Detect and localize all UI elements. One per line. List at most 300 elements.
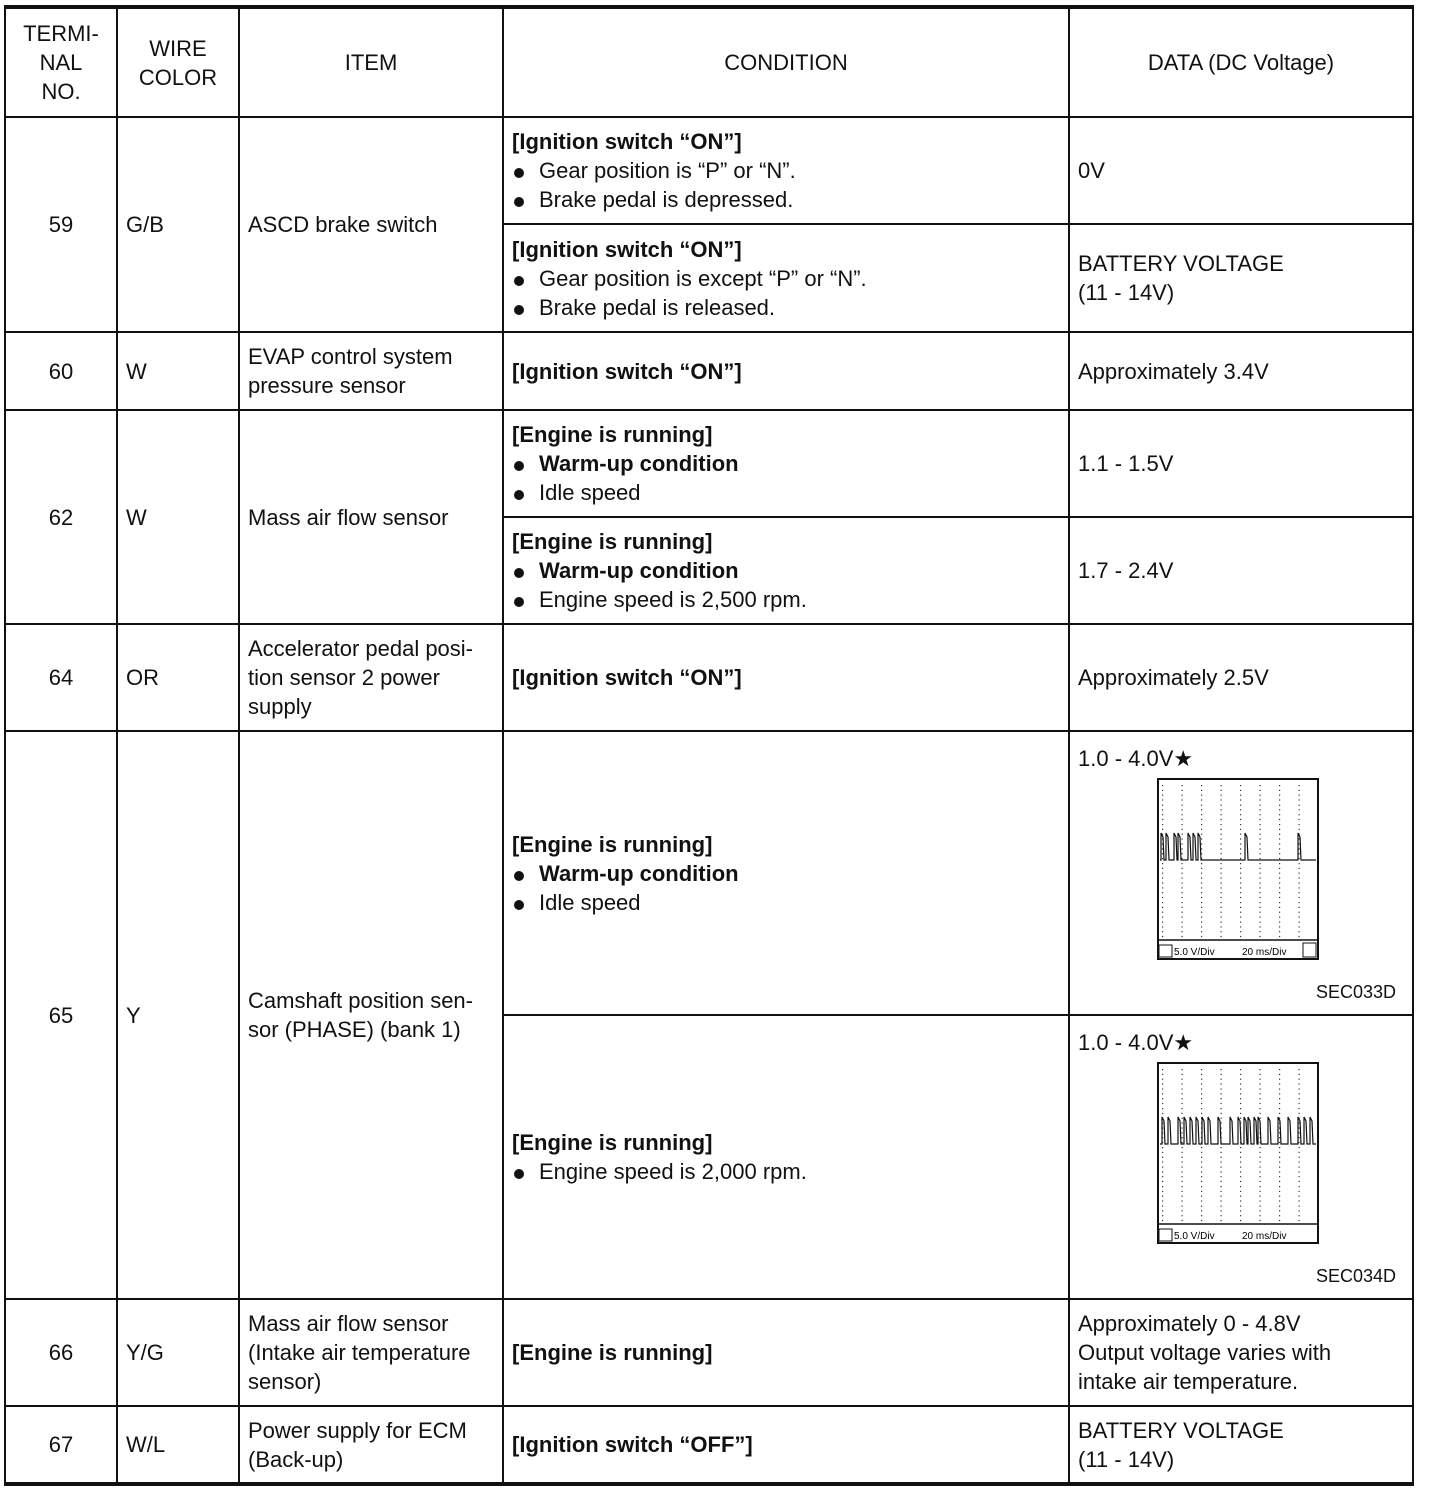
scope-grid-dot	[1260, 868, 1261, 869]
condition-heading: [Ignition switch “ON”]	[512, 129, 742, 154]
scope-grid-dot	[1279, 1167, 1280, 1168]
scope-grid-dot	[1182, 1181, 1183, 1182]
condition-cell	[503, 1299, 1069, 1406]
scope-grid-dot	[1182, 785, 1183, 786]
scope-grid-dot	[1299, 1167, 1300, 1168]
scope-grid-dot	[1201, 1113, 1202, 1114]
scope-grid-dot	[1240, 1220, 1241, 1221]
scope-grid-dot	[1182, 814, 1183, 815]
scope-grid-dot	[1240, 790, 1241, 791]
scope-grid-dot	[1162, 1220, 1163, 1221]
scope-grid-dot	[1240, 873, 1241, 874]
scope-grid-dot	[1240, 1167, 1241, 1168]
scope-grid-dot	[1162, 1108, 1163, 1109]
scope-grid-dot	[1182, 834, 1183, 835]
scope-grid-dot	[1299, 863, 1300, 864]
scope-grid-dot	[1279, 799, 1280, 800]
scope-grid-dot	[1240, 858, 1241, 859]
scope-grid-dot	[1299, 785, 1300, 786]
scope-trace	[1160, 1117, 1316, 1144]
scope-grid-dot	[1182, 1093, 1183, 1094]
scope-grid-dot	[1279, 1083, 1280, 1084]
item-line: pressure sensor	[248, 373, 406, 398]
scope-grid-dot	[1299, 799, 1300, 800]
scope-grid-dot	[1240, 936, 1241, 937]
item-line: Mass air flow sensor	[248, 1311, 449, 1336]
scope-grid-dot	[1162, 858, 1163, 859]
scope-grid-dot	[1260, 1108, 1261, 1109]
scope-grid-dot	[1240, 1186, 1241, 1187]
scope-grid-dot	[1221, 1069, 1222, 1070]
scope-grid-dot	[1299, 1098, 1300, 1099]
scope-grid-dot	[1162, 1069, 1163, 1070]
scope-grid-dot	[1182, 858, 1183, 859]
scope-grid-dot	[1162, 1206, 1163, 1207]
scope-grid-dot	[1299, 1220, 1300, 1221]
scope-grid-dot	[1240, 795, 1241, 796]
scope-grid-dot	[1221, 887, 1222, 888]
scope-grid-dot	[1299, 883, 1300, 884]
scope-grid-dot	[1279, 912, 1280, 913]
scope-grid-dot	[1260, 1220, 1261, 1221]
scope-grid-dot	[1299, 790, 1300, 791]
scope-grid-dot	[1299, 873, 1300, 874]
scope-grid-dot	[1201, 916, 1202, 917]
scope-grid-dot	[1299, 922, 1300, 923]
scope-grid-dot	[1299, 1089, 1300, 1090]
scope-grid-dot	[1260, 883, 1261, 884]
scope-grid-dot	[1221, 863, 1222, 864]
scope-grid-dot	[1260, 1118, 1261, 1119]
scope-grid-dot	[1221, 936, 1222, 937]
scope-grid-dot	[1240, 1161, 1241, 1162]
scope-grid-dot	[1279, 858, 1280, 859]
item-line: (Back-up)	[248, 1446, 344, 1472]
scope-grid-dot	[1279, 848, 1280, 849]
scope-grid-dot	[1201, 868, 1202, 869]
scope-grid-dot	[1182, 1122, 1183, 1123]
scope-grid	[1162, 785, 1300, 937]
scope-grid-dot	[1201, 1167, 1202, 1168]
scope-grid-dot	[1279, 1210, 1280, 1211]
scope-grid-dot	[1240, 1215, 1241, 1216]
scope-grid-dot	[1221, 1118, 1222, 1119]
scope-grid-dot	[1279, 1108, 1280, 1109]
scope-grid-dot	[1221, 922, 1222, 923]
header-wire-color	[117, 7, 239, 117]
scope-grid-dot	[1201, 922, 1202, 923]
scope-grid-dot	[1279, 902, 1280, 903]
scope-grid-dot	[1162, 1186, 1163, 1187]
scope-grid-dot	[1182, 848, 1183, 849]
scope-grid-dot	[1260, 814, 1261, 815]
scope-grid-dot	[1299, 902, 1300, 903]
scope-grid-dot	[1182, 829, 1183, 830]
scope-grid-dot	[1279, 795, 1280, 796]
wire-color: W/L	[117, 1406, 239, 1484]
table-row	[5, 332, 1413, 410]
scope-grid-dot	[1299, 1152, 1300, 1153]
scope-grid-dot	[1279, 1142, 1280, 1143]
scope-grid-dot	[1182, 790, 1183, 791]
scope-grid-dot	[1299, 795, 1300, 796]
scope-grid-dot	[1201, 1093, 1202, 1094]
scope-grid-dot	[1182, 877, 1183, 878]
scope-grid-dot	[1260, 936, 1261, 937]
scope-grid-dot	[1201, 1206, 1202, 1207]
scope-grid-dot	[1299, 1079, 1300, 1080]
oscilloscope-waveform-2000rpm	[1078, 1059, 1328, 1259]
scope-grid-dot	[1162, 790, 1163, 791]
condition-heading: [Ignition switch “ON”]	[512, 236, 742, 262]
scope-grid-dot	[1221, 829, 1222, 830]
scope-grid-dot	[1162, 926, 1163, 927]
condition-heading: [Ignition switch “ON”]	[512, 358, 742, 384]
scope-grid-dot	[1162, 1215, 1163, 1216]
scope-grid-dot	[1240, 1210, 1241, 1211]
data-line: BATTERY VOLTAGE	[1078, 1417, 1284, 1443]
scope-grid-dot	[1240, 1200, 1241, 1201]
terminal-data-table-page	[4, 5, 1414, 1486]
scope-grid-dot	[1240, 1108, 1241, 1109]
scope-grid-dot	[1240, 1103, 1241, 1104]
scope-grid-dot	[1221, 1200, 1222, 1201]
header-wire-line: COLOR	[138, 64, 218, 90]
scope-grid-dot	[1299, 819, 1300, 820]
scope-grid-dot	[1201, 785, 1202, 786]
scope-grid-dot	[1260, 1069, 1261, 1070]
scope-grid-dot	[1182, 863, 1183, 864]
scope-grid-dot	[1221, 834, 1222, 835]
scope-trace	[1160, 833, 1316, 860]
scope-grid-dot	[1221, 1083, 1222, 1084]
terminal-number: 64	[5, 624, 117, 731]
wire-color: W	[117, 410, 239, 624]
condition-heading: [Engine is running]	[512, 422, 713, 447]
scope-grid-dot	[1279, 936, 1280, 937]
scope-grid-dot	[1162, 1079, 1163, 1080]
scope-grid-dot	[1162, 877, 1163, 878]
scope-grid-dot	[1182, 1098, 1183, 1099]
scope-grid-dot	[1240, 1079, 1241, 1080]
scope-grid-dot	[1182, 1113, 1183, 1114]
scope-grid-dot	[1260, 838, 1261, 839]
scope-grid-dot	[1182, 1215, 1183, 1216]
scope-grid-dot	[1221, 809, 1222, 810]
scope-grid-dot	[1240, 931, 1241, 932]
scope-grid-dot	[1201, 809, 1202, 810]
scope-grid-dot	[1162, 829, 1163, 830]
scope-grid-dot	[1279, 1220, 1280, 1221]
scope-grid-dot	[1240, 1113, 1241, 1114]
scope-grid-dot	[1162, 907, 1163, 908]
scope-grid-dot	[1240, 1074, 1241, 1075]
scope-grid-dot	[1299, 916, 1300, 917]
scope-grid-dot	[1201, 931, 1202, 932]
scope-grid-dot	[1182, 1108, 1183, 1109]
header-terminal-line: TERMI-	[23, 21, 99, 46]
scope-grid-dot	[1279, 1186, 1280, 1187]
scope-grid-dot	[1201, 873, 1202, 874]
condition-cell	[503, 517, 1069, 624]
scope-grid-dot	[1240, 877, 1241, 878]
scope-grid-dot	[1221, 1074, 1222, 1075]
scope-grid-dot	[1162, 1152, 1163, 1153]
scope-grid-dot	[1182, 902, 1183, 903]
scope-grid-dot	[1162, 897, 1163, 898]
scope-grid-dot	[1221, 1171, 1222, 1172]
scope-grid-dot	[1279, 1074, 1280, 1075]
scope-grid-dot	[1182, 892, 1183, 893]
scope-grid-dot	[1260, 1167, 1261, 1168]
scope-grid-dot	[1182, 907, 1183, 908]
scope-grid-dot	[1201, 1191, 1202, 1192]
scope-grid-dot	[1182, 819, 1183, 820]
scope-grid-dot	[1162, 931, 1163, 932]
scope-grid-dot	[1240, 1069, 1241, 1070]
data-line: (11 - 14V)	[1078, 280, 1175, 305]
terminal-number: 67	[5, 1406, 117, 1484]
scope-grid-dot	[1201, 805, 1202, 806]
scope-grid-dot	[1279, 1069, 1280, 1070]
scope-grid-dot	[1221, 1113, 1222, 1114]
condition-bullet: Gear position is except “P” or “N”.	[512, 264, 1068, 293]
scope-grid-dot	[1182, 838, 1183, 839]
scope-grid-dot	[1221, 897, 1222, 898]
scope-grid-dot	[1201, 892, 1202, 893]
scope-grid-dot	[1201, 883, 1202, 884]
scope-grid-dot	[1260, 897, 1261, 898]
scope-grid-dot	[1260, 858, 1261, 859]
scope-grid-dot	[1162, 1196, 1163, 1197]
scope-grid-dot	[1162, 1157, 1163, 1158]
scope-grid-dot	[1299, 1074, 1300, 1075]
scope-grid-dot	[1279, 931, 1280, 932]
scope-grid-dot	[1279, 829, 1280, 830]
scope-grid-dot	[1279, 863, 1280, 864]
table-row	[5, 624, 1413, 731]
header-data: DATA (DC Voltage)	[1069, 7, 1413, 117]
scope-grid-dot	[1299, 1161, 1300, 1162]
scope-grid-dot	[1299, 1157, 1300, 1158]
condition-cell	[503, 410, 1069, 517]
scope-grid-dot	[1201, 1089, 1202, 1090]
scope-grid-dot	[1260, 790, 1261, 791]
scope-grid-dot	[1240, 809, 1241, 810]
scope-grid-dot	[1279, 814, 1280, 815]
data-value-with-waveform	[1069, 731, 1413, 1015]
scope-grid-dot	[1260, 912, 1261, 913]
scope-grid-dot	[1279, 834, 1280, 835]
scope-grid-dot	[1279, 1161, 1280, 1162]
condition-bullet: Brake pedal is released.	[512, 293, 1068, 322]
scope-grid-dot	[1182, 1089, 1183, 1090]
condition-heading: [Engine is running]	[512, 831, 713, 857]
data-value: Approximately 2.5V	[1069, 624, 1413, 731]
scope-grid-dot	[1221, 1093, 1222, 1094]
scope-grid-dot	[1299, 868, 1300, 869]
scope-grid-dot	[1182, 853, 1183, 854]
scope-time-div: 20 ms/Div	[1242, 1231, 1287, 1242]
scope-grid-dot	[1162, 1161, 1163, 1162]
scope-grid-dot	[1260, 1103, 1261, 1104]
terminal-number: 65	[5, 731, 117, 1299]
scope-grid-dot	[1162, 883, 1163, 884]
ecm-terminal-table	[4, 5, 1414, 1486]
scope-grid-dot	[1162, 1181, 1163, 1182]
scope-grid-dot	[1182, 1157, 1183, 1158]
scope-grid-dot	[1162, 922, 1163, 923]
scope-grid-dot	[1182, 1118, 1183, 1119]
scope-grid-dot	[1221, 1079, 1222, 1080]
data-line: Output voltage varies with	[1078, 1340, 1332, 1365]
scope-grid-dot	[1299, 1137, 1300, 1138]
item-name	[239, 624, 503, 731]
figure-code: SEC034D	[1315, 1266, 1396, 1286]
scope-grid-dot	[1221, 1176, 1222, 1177]
scope-grid-dot	[1162, 785, 1163, 786]
scope-grid-dot	[1201, 795, 1202, 796]
item-line: sensor)	[248, 1369, 322, 1394]
scope-grid-dot	[1182, 916, 1183, 917]
condition-heading: [Engine is running]	[512, 529, 713, 554]
scope-grid-dot	[1240, 1176, 1241, 1177]
scope-grid-dot	[1240, 916, 1241, 917]
scope-grid-dot	[1299, 1113, 1300, 1114]
scope-grid-dot	[1279, 1137, 1280, 1138]
scope-grid-dot	[1201, 877, 1202, 878]
scope-grid-dot	[1260, 1210, 1261, 1211]
scope-grid-dot	[1182, 809, 1183, 810]
item-line: Camshaft position sen-	[248, 988, 473, 1013]
scope-grid-dot	[1162, 819, 1163, 820]
scope-grid-dot	[1182, 1171, 1183, 1172]
scope-grid-dot	[1221, 1152, 1222, 1153]
condition-heading: [Ignition switch “OFF”]	[512, 1432, 753, 1457]
scope-grid-dot	[1182, 1220, 1183, 1221]
scope-grid-dot	[1201, 848, 1202, 849]
scope-grid-dot	[1221, 1089, 1222, 1090]
scope-grid-dot	[1221, 912, 1222, 913]
scope-grid-dot	[1221, 819, 1222, 820]
scope-grid-dot	[1221, 1157, 1222, 1158]
scope-grid-dot	[1279, 907, 1280, 908]
scope-grid-dot	[1260, 1147, 1261, 1148]
scope-grid-dot	[1240, 805, 1241, 806]
scope-grid-dot	[1182, 887, 1183, 888]
scope-grid-dot	[1299, 1132, 1300, 1133]
scope-grid-dot	[1221, 1103, 1222, 1104]
terminal-number: 62	[5, 410, 117, 624]
scope-grid-dot	[1182, 897, 1183, 898]
scope-grid-dot	[1299, 858, 1300, 859]
scope-grid-dot	[1279, 1196, 1280, 1197]
scope-grid-dot	[1221, 858, 1222, 859]
scope-grid-dot	[1240, 1083, 1241, 1084]
condition-bullet: Engine speed is 2,500 rpm.	[512, 585, 1068, 614]
condition-bullet: Warm-up condition	[512, 859, 1068, 888]
table-row	[5, 731, 1413, 1015]
scope-grid-dot	[1260, 873, 1261, 874]
scope-grid-dot	[1201, 1157, 1202, 1158]
scope-grid-dot	[1221, 785, 1222, 786]
scope-grid-dot	[1201, 824, 1202, 825]
condition-bullet: Warm-up condition	[512, 556, 1068, 585]
data-line: intake air temperature.	[1078, 1369, 1299, 1394]
scope-grid-dot	[1260, 1083, 1261, 1084]
scope-grid-dot	[1299, 814, 1300, 815]
scope-grid-dot	[1182, 1069, 1183, 1070]
condition-cell	[503, 117, 1069, 224]
scope-grid-dot	[1240, 883, 1241, 884]
scope-grid-dot	[1260, 1098, 1261, 1099]
scope-grid-dot	[1162, 1089, 1163, 1090]
figure-code: SEC033D	[1315, 982, 1396, 1002]
scope-grid-dot	[1221, 1186, 1222, 1187]
scope-grid-dot	[1201, 1196, 1202, 1197]
scope-grid-dot	[1240, 814, 1241, 815]
scope-grid-dot	[1260, 1176, 1261, 1177]
scope-grid-dot	[1162, 892, 1163, 893]
condition-bullet: Idle speed	[512, 478, 1068, 507]
scope-grid-dot	[1260, 892, 1261, 893]
scope-grid-dot	[1162, 1098, 1163, 1099]
scope-grid-dot	[1182, 795, 1183, 796]
condition-cell	[503, 731, 1069, 1015]
scope-grid-dot	[1260, 1157, 1261, 1158]
scope-grid-dot	[1240, 1089, 1241, 1090]
scope-grid-dot	[1201, 814, 1202, 815]
scope-grid-dot	[1221, 883, 1222, 884]
scope-grid-dot	[1182, 868, 1183, 869]
scope-grid-dot	[1279, 1093, 1280, 1094]
scope-grid-dot	[1221, 824, 1222, 825]
condition-cell	[503, 332, 1069, 410]
scope-grid-dot	[1182, 1128, 1183, 1129]
scope-volt-div: 5.0 V/Div	[1174, 1231, 1215, 1242]
scope-grid-dot	[1162, 1176, 1163, 1177]
scope-grid-dot	[1162, 1210, 1163, 1211]
scope-grid-dot	[1201, 1161, 1202, 1162]
scope-grid-dot	[1201, 1200, 1202, 1201]
scope-grid-dot	[1182, 805, 1183, 806]
scope-grid-dot	[1201, 907, 1202, 908]
data-line: (11 - 14V)	[1078, 1446, 1175, 1472]
scope-grid-dot	[1182, 799, 1183, 800]
scope-grid-dot	[1240, 892, 1241, 893]
scope-grid-dot	[1182, 1147, 1183, 1148]
condition-heading: [Engine is running]	[512, 1340, 713, 1365]
scope-grid-dot	[1182, 926, 1183, 927]
scope-grid-dot	[1240, 853, 1241, 854]
scope-grid-dot	[1221, 848, 1222, 849]
scope-grid-dot	[1260, 1074, 1261, 1075]
item-name: ASCD brake switch	[239, 117, 503, 332]
scope-grid-dot	[1279, 809, 1280, 810]
scope-grid-dot	[1182, 1079, 1183, 1080]
scope-grid-dot	[1260, 795, 1261, 796]
scope-grid-dot	[1260, 848, 1261, 849]
scope-grid-dot	[1182, 912, 1183, 913]
scope-grid-dot	[1201, 926, 1202, 927]
scope-grid-dot	[1260, 1161, 1261, 1162]
scope-grid-dot	[1240, 1093, 1241, 1094]
scope-grid-dot	[1299, 897, 1300, 898]
scope-grid-dot	[1162, 799, 1163, 800]
scope-grid-dot	[1182, 1142, 1183, 1143]
condition-heading: [Engine is running]	[512, 1130, 713, 1155]
scope-grid-dot	[1260, 877, 1261, 878]
